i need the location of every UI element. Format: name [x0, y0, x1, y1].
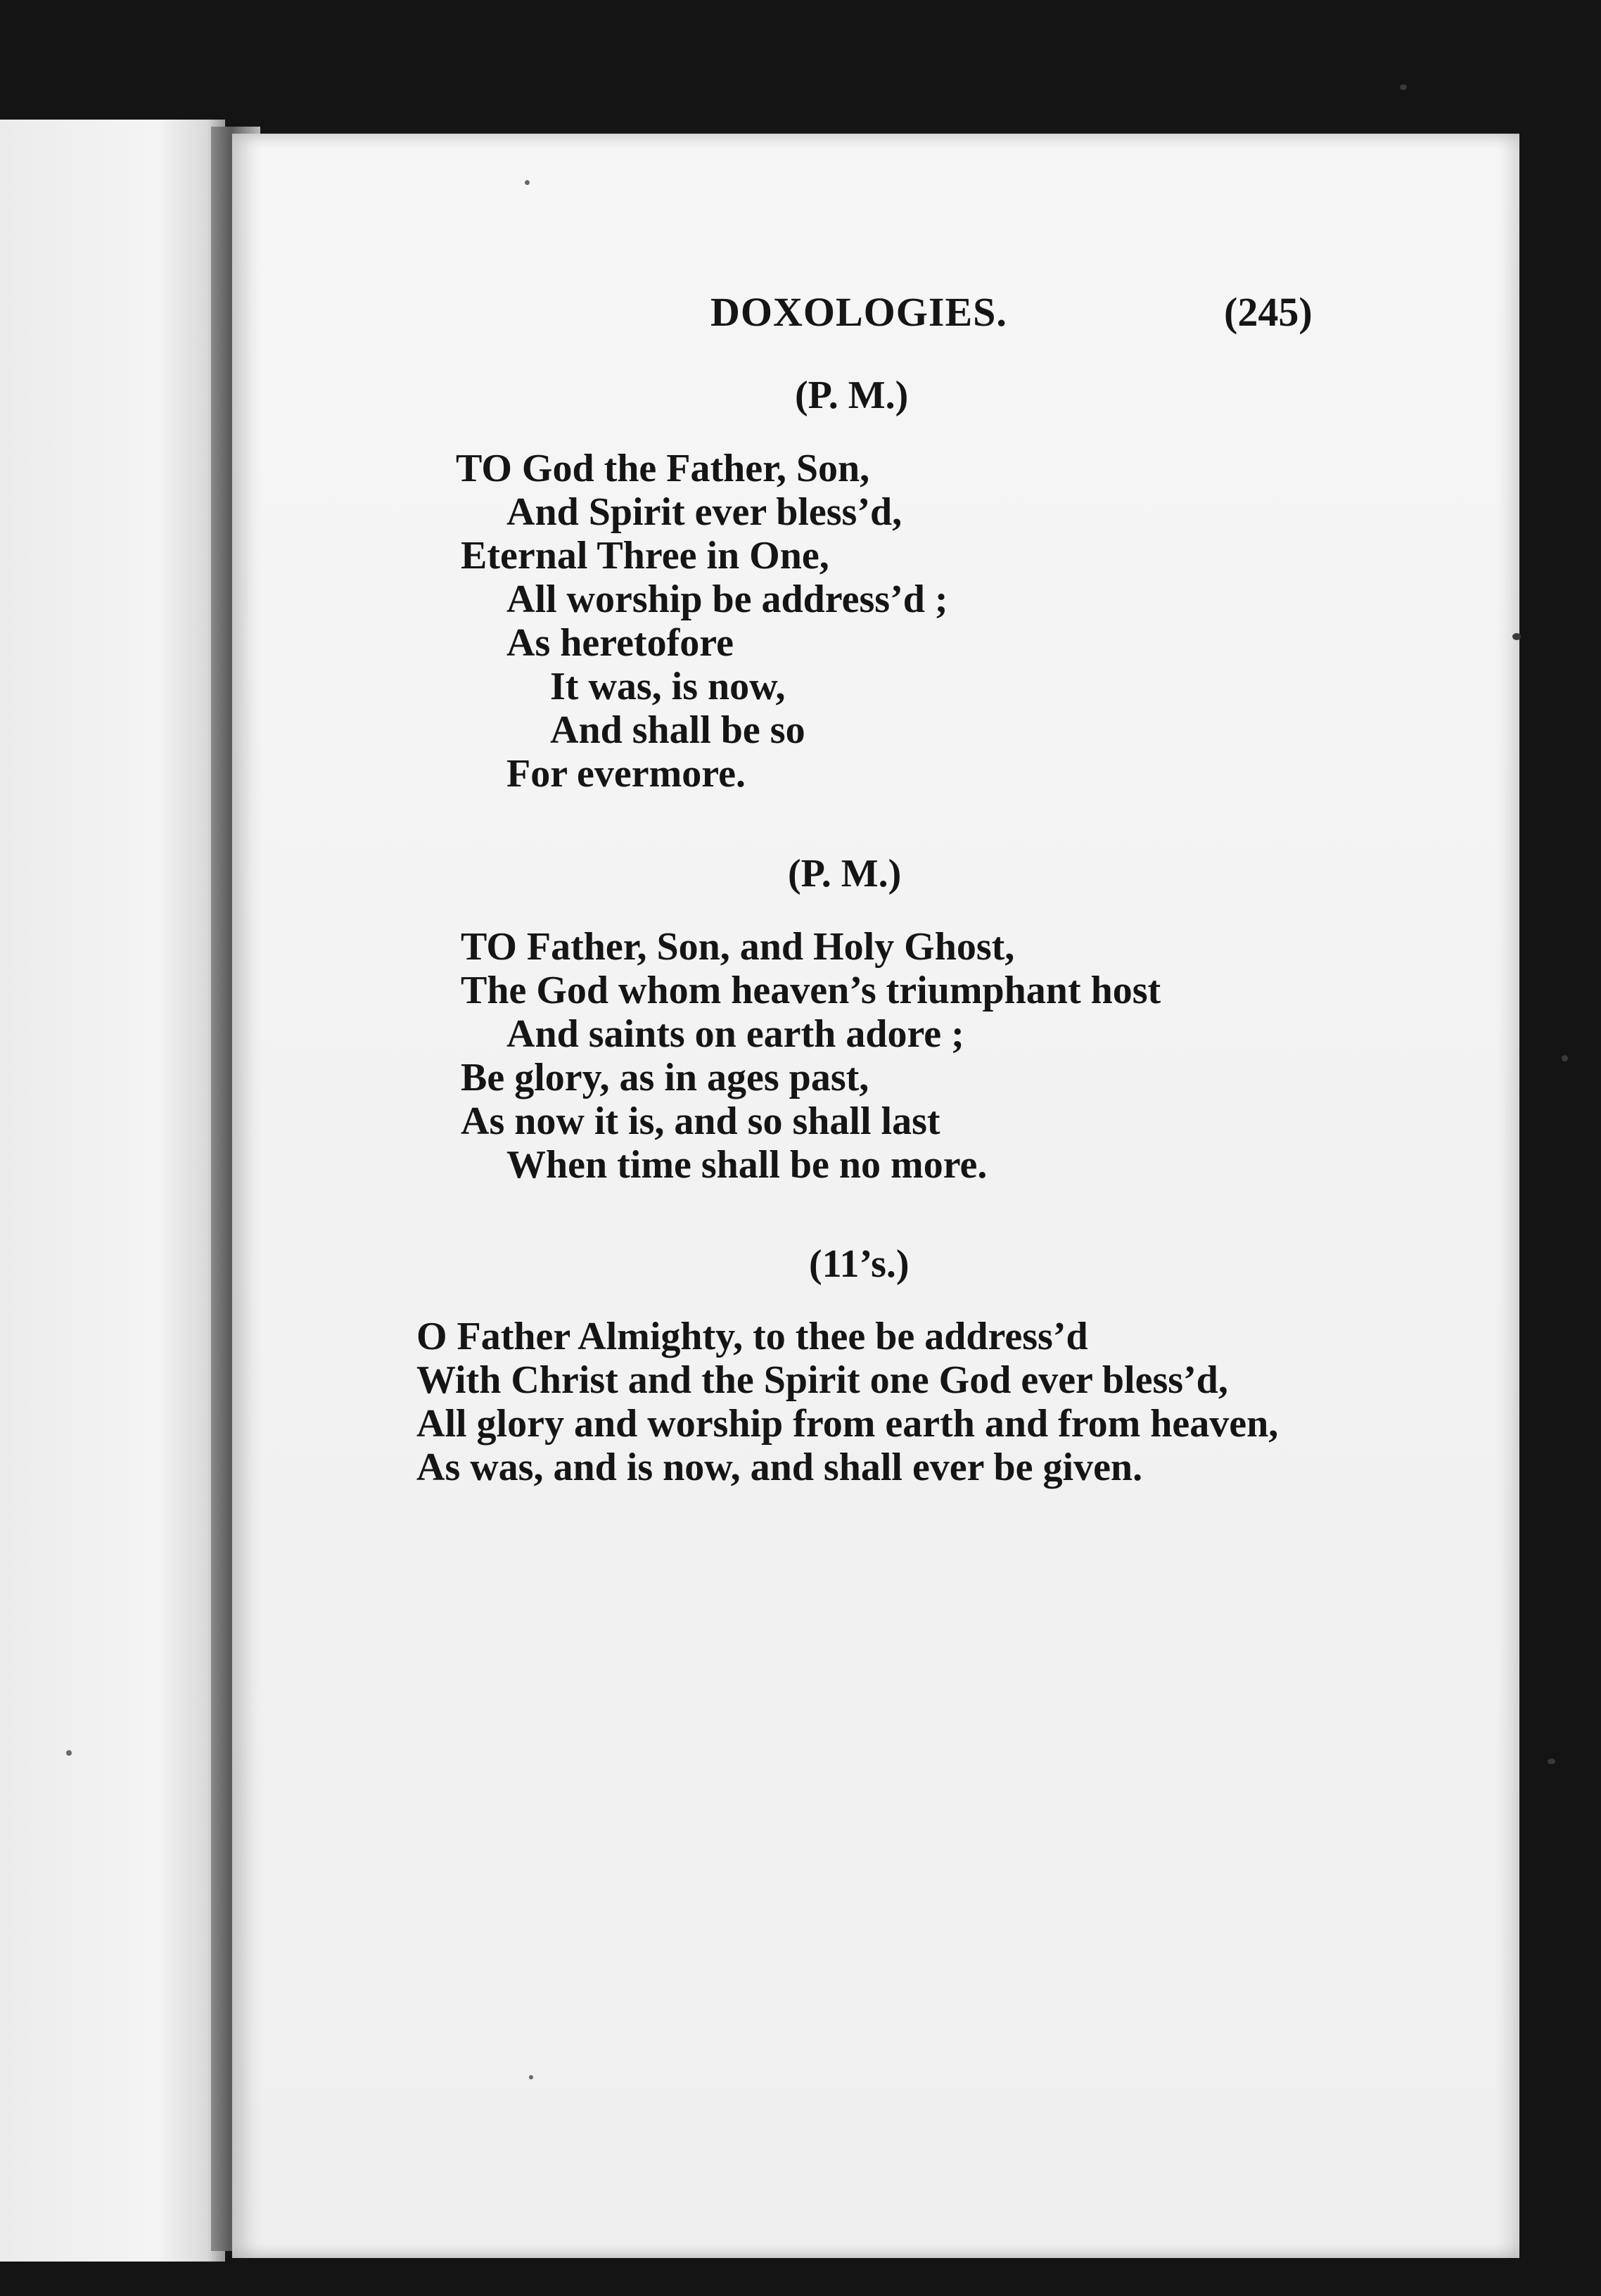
verse-line: And shall be so: [550, 708, 805, 752]
verse-line: O Father Almighty, to thee be address’d: [416, 1315, 1088, 1358]
verse-line: And saints on earth adore ;: [506, 1012, 964, 1056]
verse-line: Be glory, as in ages past,: [461, 1056, 869, 1099]
verse-line: When time shall be no more.: [506, 1143, 988, 1187]
verse-line: All worship be address’d ;: [506, 578, 948, 621]
section-3-meter: (11’s.): [809, 1242, 910, 1286]
section-2-meter: (P. M.): [788, 852, 902, 895]
verse-line: The God whom heaven’s triumphant host: [461, 969, 1161, 1012]
verse-line: It was, is now,: [550, 665, 786, 708]
verse-line: For evermore.: [506, 752, 746, 796]
verse-line: As was, and is now, and shall ever be given.: [416, 1446, 1143, 1489]
page-number: (245): [1224, 289, 1313, 335]
section-1-meter: (P. M.): [795, 374, 909, 417]
verse-line: TO Father, Son, and Holy Ghost,: [461, 925, 1015, 969]
verse-line: All glory and worship from earth and from heaven,: [416, 1402, 1279, 1446]
verse-line: And Spirit ever bless’d,: [506, 490, 902, 534]
verse-line: Eternal Three in One,: [461, 534, 829, 578]
verse-line: As now it is, and so shall last: [461, 1099, 940, 1143]
running-title: DOXOLOGIES.: [710, 289, 1007, 335]
verse-line: TO God the Father, Son,: [456, 447, 870, 490]
verse-line: With Christ and the Spirit one God ever bless’d,: [416, 1358, 1228, 1402]
verse-line: As heretofore: [506, 621, 734, 665]
